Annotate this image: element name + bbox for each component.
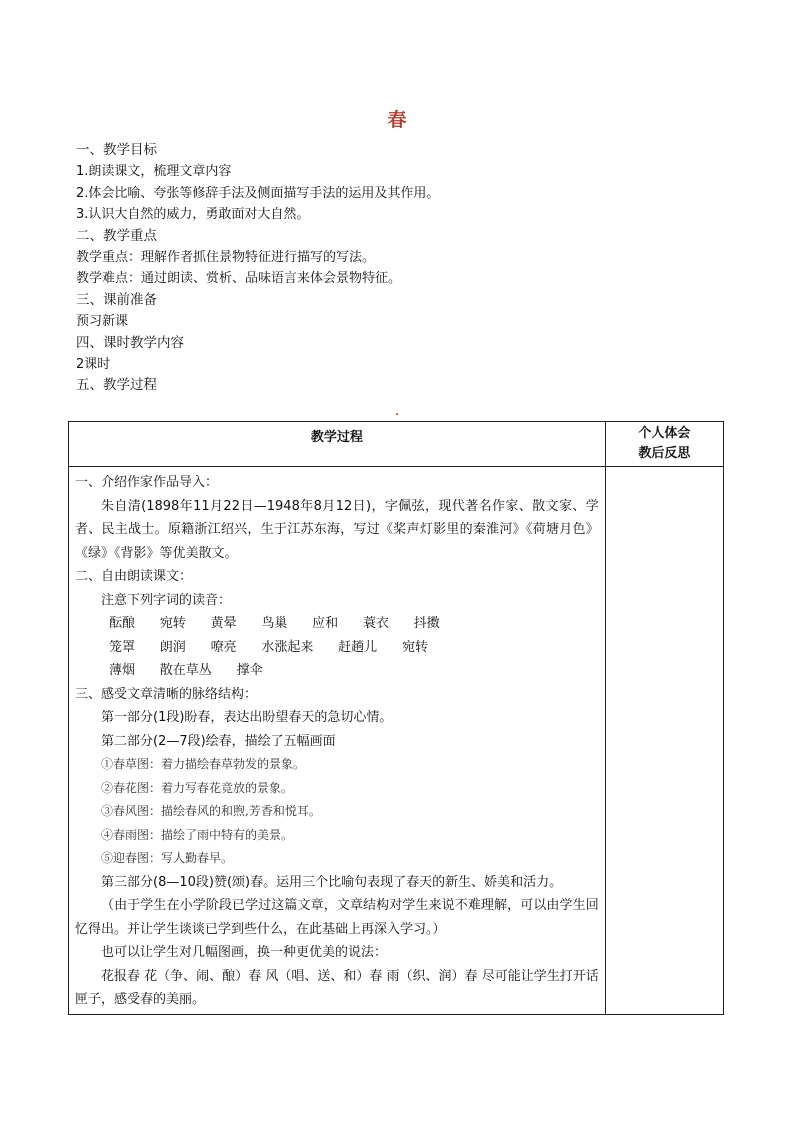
process-column-header: 教学过程 xyxy=(69,422,606,467)
structure-part-3: 第三部分(8—10段)赞(颂)春。运用三个比喻句表现了春天的新生、娇美和活力。 xyxy=(101,874,563,890)
decorative-dot xyxy=(396,413,398,415)
picture-item-3: ③春风图：描绘春风的和煦,芳香和悦耳。 xyxy=(101,804,321,818)
heading-goals: 一、教学目标 xyxy=(76,142,157,158)
picture-item-5: ⑤迎春图：写人勤春早。 xyxy=(101,851,234,865)
section1-heading: 一、介绍作家作品导入： xyxy=(75,475,219,490)
difficult-point: 教学难点：通过朗读、赏析、品味语言来体会景物特征。 xyxy=(76,271,402,287)
reflection-header-line1: 个人体会 xyxy=(638,426,691,441)
reflection-column-header xyxy=(605,422,723,467)
word-list-row-2: 笼罩 朗润 嘹亮 水涨起来 赶趟儿 宛转 xyxy=(109,639,428,655)
author-intro-paragraph: 朱自清(1898年11月22日—1948年8月12日)，字佩弦，现代著名作家、散文家、学者、民主战士。原籍浙江绍兴，生于江苏东海，写过《桨声灯影里的秦淮河》《荷塘月色》《绿》《背影》等优美散文。 xyxy=(75,498,599,561)
word-list-row-3: 薄烟 散在草丛 撑伞 xyxy=(109,663,263,678)
picture-item-2: ②春花图：着力写春花竞放的景象。 xyxy=(101,780,294,795)
structure-part-1: 第一部分(1段)盼春，表达出盼望春天的急切心情。 xyxy=(101,710,393,725)
teaching-note: （由于学生在小学阶段已学过这篇文章，文章结构对学生来说不难理解，可以由学生回忆得出。并让学生谈谈已学到些什么，在此基础上再深入学习。） xyxy=(75,898,599,937)
picture-item-1: ①春草图：着力描绘春草勃发的景象。 xyxy=(101,757,306,771)
reflection-cell xyxy=(605,467,723,1015)
intro-section xyxy=(76,140,726,397)
goal-2: 2.体会比喻、夸张等修辞手法及侧面描写手法的运用及其作用。 xyxy=(76,185,440,201)
preparation-text: 预习新课 xyxy=(76,314,129,330)
goal-3: 3.认识大自然的威力，勇敢面对大自然。 xyxy=(76,207,310,223)
goal-1: 1.朗读课文，梳理文章内容 xyxy=(76,164,232,180)
reflection-header-line2: 教后反思 xyxy=(638,446,691,461)
heading-lesson-content: 四、课时教学内容 xyxy=(76,334,184,351)
rephrase-instruction: 也可以让学生对几幅图画，换一种更优美的说法： xyxy=(101,945,388,960)
section3-heading: 三、感受文章清晰的脉络结构： xyxy=(75,686,258,702)
word-list-row-1: 酝酿 宛转 黄晕 鸟巢 应和 蓑衣 抖擞 xyxy=(109,616,440,631)
pronunciation-note: 注意下列字词的读音： xyxy=(101,592,232,608)
heading-key-points: 二、教学重点 xyxy=(76,227,157,244)
process-table xyxy=(68,421,724,1015)
section2-heading: 二、自由朗读课文： xyxy=(75,569,193,584)
heading-preparation: 三、课前准备 xyxy=(76,291,157,308)
heading-process: 五、教学过程 xyxy=(76,377,157,394)
structure-part-2: 第二部分(2—7段)绘春，描绘了五幅画面 xyxy=(101,733,336,749)
process-content-cell xyxy=(69,467,606,1015)
spring-phrases: 花报春 花（争、闹、酿）春 风（唱、送、和）春 雨（织、润）春 尽可能让学生打开话匣子，感受春的美丽。 xyxy=(75,968,599,1007)
key-point: 教学重点：理解作者抓住景物特征进行描写的写法。 xyxy=(76,250,376,266)
table-header-row xyxy=(69,422,724,467)
lesson-count: 2课时 xyxy=(76,357,111,373)
table-content-row xyxy=(69,467,724,1015)
picture-item-4: ④春雨图：描绘了雨中特有的美景。 xyxy=(101,827,294,842)
document-title: 春 xyxy=(387,109,407,131)
